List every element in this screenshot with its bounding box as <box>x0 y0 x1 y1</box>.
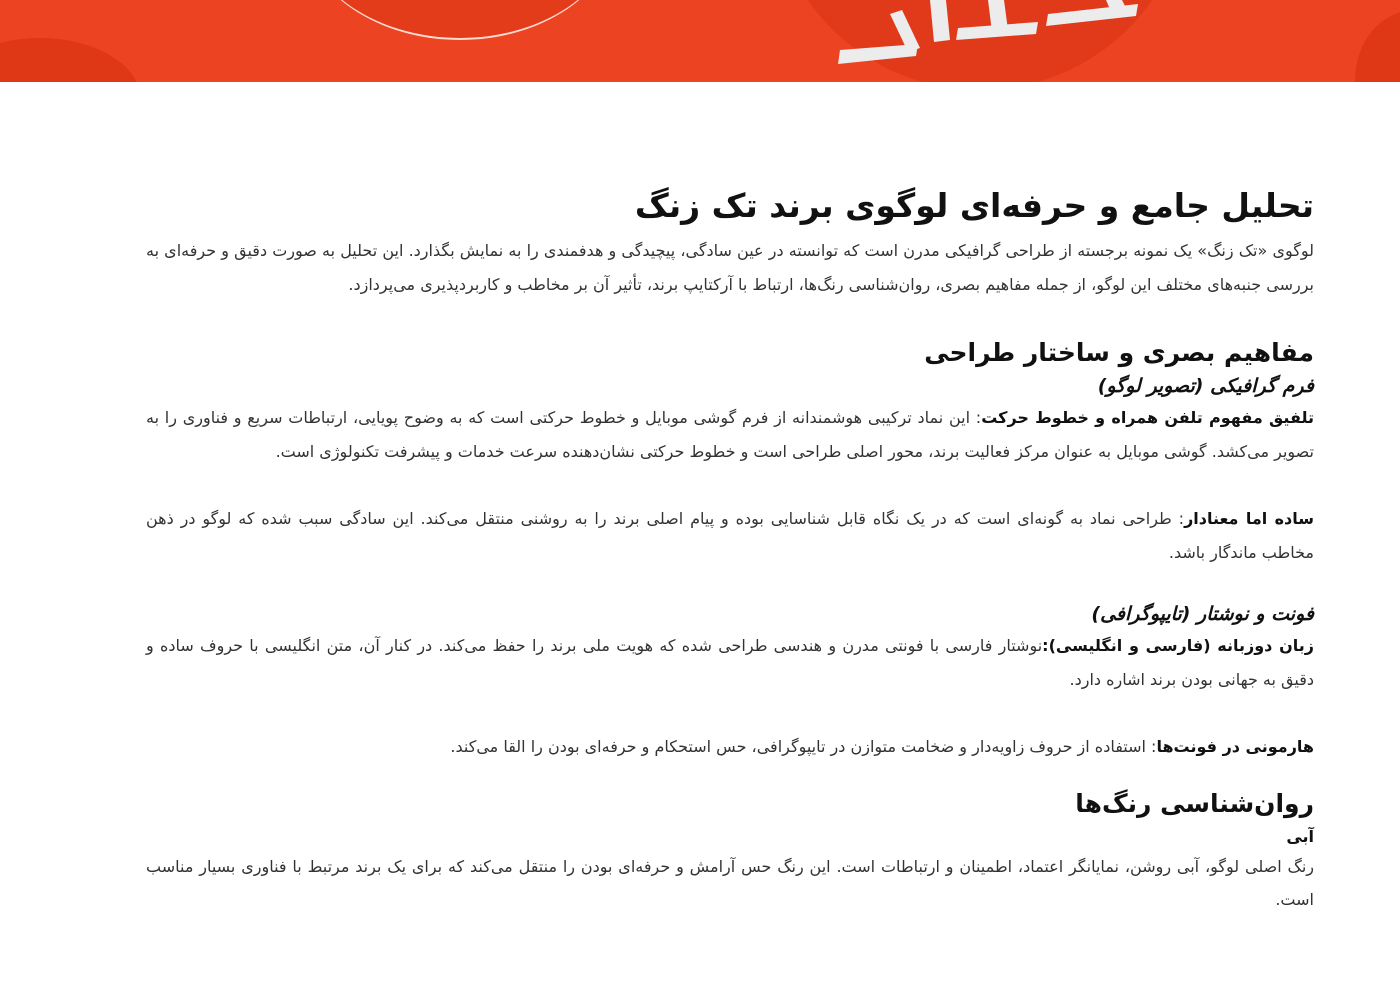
subheading-typography: فونت و نوشتار (تایپوگرافی) <box>1091 603 1314 625</box>
brand-logo-image <box>838 0 1148 72</box>
color-name-label: آبی <box>1286 826 1314 846</box>
paragraph-blue-color: رنگ اصلی لوگو، آبی روشن، نمایانگر اعتماد، اطمینان و ارتباطات است. این رنگ حس آرامش و حرفه‌ای بودن را منتقل می‌کند که برای یک برند مرتبط با فناوری بسیار مناسب است. <box>146 856 1314 909</box>
article <box>146 178 1314 917</box>
section-heading-color-psychology: روان‌شناسی رنگ‌ها <box>1075 788 1314 818</box>
article-intro: لوگوی «تک زنگ» یک نمونه برجسته از طراحی گرافیکی مدرن است که توانسته در عین سادگی، پیچیدگی و هدفمندی را به نمایش بگذارد. این تحلیل به صورت دقیق و حرفه‌ای به بررسی جنبه‌های مختلف این لوگو، از جمله مفاهیم بصری، روان‌شناسی رنگ‌ها، ارتباط با آرکتایپ برند، تأثیر آن بر مخاطب و کاربردپذیری می‌پردازد. <box>146 241 1314 294</box>
hero-banner <box>0 0 1400 82</box>
paragraph-text: : استفاده از حروف زاویه‌دار و ضخامت متوازن در تایپوگرافی، حس استحکام و حرفه‌ای بودن را القا می‌کند. <box>450 737 1157 756</box>
paragraph-phone-motion <box>146 401 1314 468</box>
paragraph-text: نوشتار فارسی با فونتی مدرن و هندسی طراحی شده که هویت ملی برند را حفظ می‌کند. در کنار آن، متن انگلیسی با حروف ساده و دقیق به جهانی بودن برند اشاره دارد. <box>146 636 1314 689</box>
paragraph-label: ساده اما معنادار <box>1184 509 1314 528</box>
paragraph-text: : این نماد ترکیبی هوشمندانه از فرم گوشی موبایل و خطوط حرکتی است که به وضوح پویایی، ارتباطات سریع و فناوری را به تصویر می‌کشد. گوشی موبایل به عنوان مرکز فعالیت برند، محور اصلی طراحی است و خطوط حرکتی نشان‌دهنده سرعت خدمات و پیشرفت تکنولوژی است. <box>146 408 1314 461</box>
paragraph-label: زبان دوزبانه (فارسی و انگلیسی): <box>1042 636 1314 655</box>
hero-shape-left <box>0 38 140 82</box>
subheading-graphic-form: فرم گرافیکی (تصویر لوگو) <box>1097 375 1314 397</box>
paragraph-font-harmony <box>146 730 1314 764</box>
section-heading-visual-concepts: مفاهیم بصری و ساختار طراحی <box>924 338 1314 367</box>
paragraph-label: هارمونی در فونت‌ها <box>1156 737 1314 756</box>
hero-shape-center <box>300 0 620 40</box>
paragraph-simple-meaningful <box>146 502 1314 569</box>
paragraph-label: تلفیق مفهوم تلفن همراه و خطوط حرکت <box>981 408 1315 427</box>
paragraph-bilingual <box>146 629 1314 696</box>
paragraph-text: : طراحی نماد به گونه‌ای است که در یک نگاه قابل شناسایی بوده و پیام اصلی برند را به روشنی منتقل می‌کند. این سادگی سبب شده که لوگو در ذهن مخاطب ماندگار باشد. <box>146 509 1314 562</box>
hero-shape-edge <box>1355 10 1400 82</box>
article-title: تحلیل جامع و حرفه‌ای لوگوی برند تک زنگ <box>634 186 1314 225</box>
